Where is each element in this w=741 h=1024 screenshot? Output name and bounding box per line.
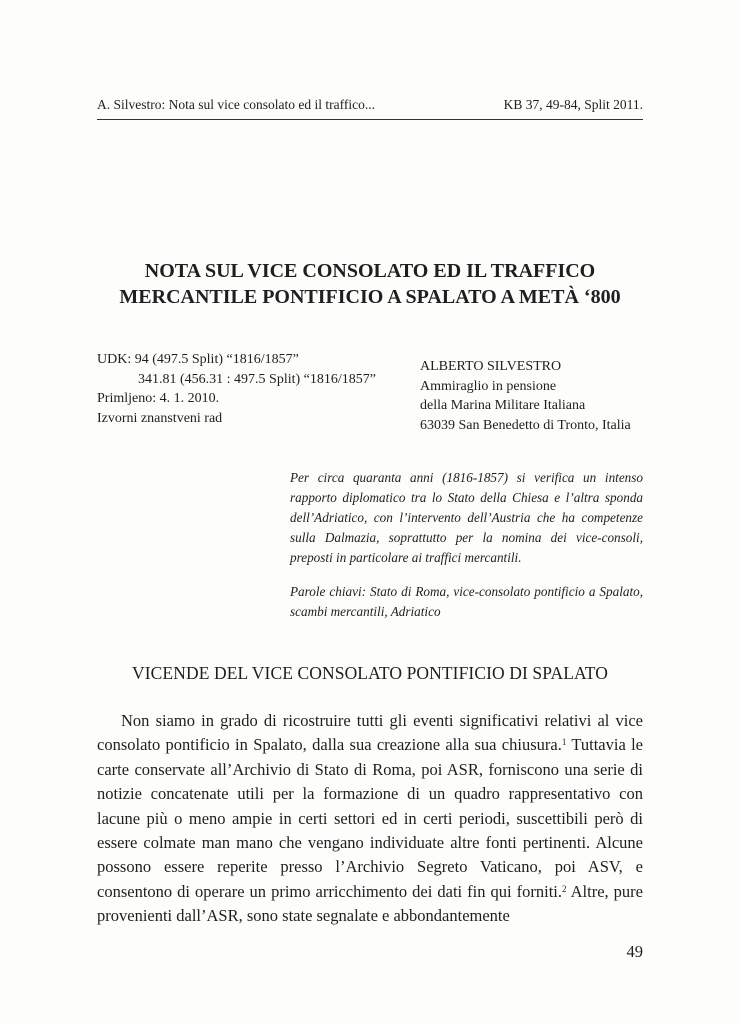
- udk-line-1: UDK: 94 (497.5 Split) “1816/1857”: [97, 352, 299, 367]
- received-date: Primljeno: 4. 1. 2010.: [97, 391, 220, 406]
- header-rule: [97, 119, 643, 120]
- author-affiliation-1: Ammiraglio in pensione: [420, 378, 557, 394]
- title-line-2: MERCANTILE PONTIFICIO A SPALATO A METÀ ‘800: [119, 286, 621, 308]
- body-paragraph: [97, 709, 643, 929]
- page-number: 49: [626, 942, 643, 961]
- footnote-ref-1[interactable]: 1: [561, 737, 567, 748]
- article-type: Izvorni znanstveni rad: [97, 410, 223, 426]
- abstract-text: Per circa quaranta anni (1816-1857) si verifica un intenso rapporto diplomatico tra lo Stato della Chiesa e l’altra sponda dell’Adriatico, con l’intervento dell’Austria che ha competenze sulla Dalmazia, soprattutto per la nomina dei vice-consoli, preposti in particolare ai traffici mercantili.: [290, 470, 643, 565]
- author-address: 63039 San Benedetto di Tronto, Italia: [420, 417, 631, 433]
- footnote-ref-2[interactable]: 2: [562, 883, 567, 894]
- author-affiliation-2: della Marina Militare Italiana: [420, 398, 586, 413]
- body-text-part-3: Altre, pure provenienti dall’ASR, sono state segnalate e abbondantemente: [97, 881, 644, 926]
- abstract: [290, 468, 643, 622]
- body-text-part-1: Non siamo in grado di ricostruire tutti gli eventi significativi relativi al vice consolato pontificio in Spalato, dalla sua creazione alla sua chiusura.: [97, 711, 643, 755]
- keywords: Parole chiavi: Stato di Roma, vice-consolato pontificio a Spalato, scambi mercantili, Adriatico: [290, 584, 643, 619]
- article-title: [97, 258, 643, 310]
- author-name: ALBERTO SILVESTRO: [420, 359, 562, 374]
- section-heading: VICENDE DEL VICE CONSOLATO PONTIFICIO DI SPALATO: [131, 663, 609, 683]
- udk-line-2: 341.81 (456.31 : 497.5 Split) “1816/1857”: [138, 371, 376, 387]
- running-header-right: KB 37, 49-84, Split 2011.: [503, 97, 643, 112]
- author-block: [420, 357, 631, 435]
- body-text: [97, 709, 643, 929]
- classification-block: [97, 350, 376, 428]
- body-text-part-2: Tuttavia le carte conservate all’Archivio di Stato di Roma, poi ASR, forniscono una serie di notizie concatenate utili per la formazione di un quadro rappresentativo con lacune più o meno ampie in certi settori ed in certi periodi, suscettibili però di essere colmate man mano che vengano individuate altre fonti pertinenti. Alcune possono essere reperite presso l’Archivio Segreto Vaticano, poi ASV, e consentono di operare un primo arricchimento dei dati fin qui forniti.: [97, 735, 643, 901]
- title-line-1: NOTA SUL VICE CONSOLATO ED IL TRAFFICO: [144, 260, 596, 282]
- running-header-left: A. Silvestro: Nota sul vice consolato ed il traffico...: [97, 97, 375, 112]
